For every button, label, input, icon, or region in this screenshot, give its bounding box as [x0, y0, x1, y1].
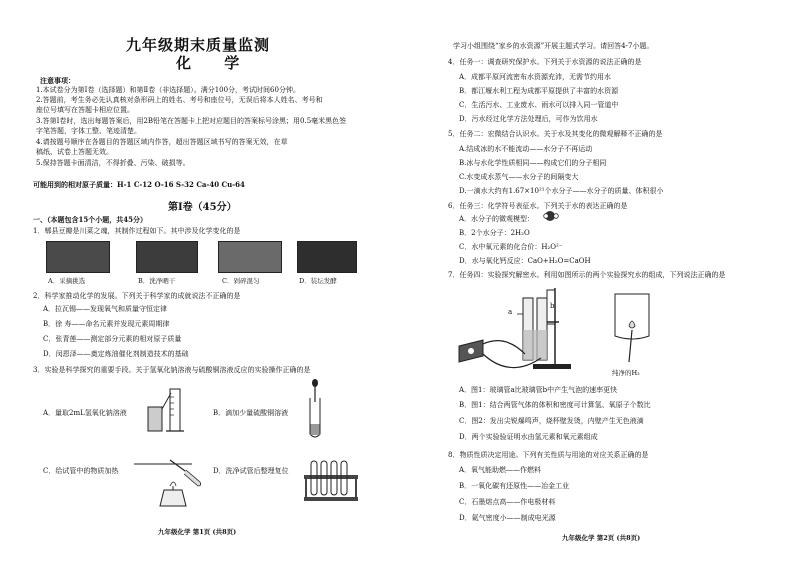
q1-option-a: A．采摘挑选 — [48, 277, 86, 285]
subject-title: 化 学 — [176, 54, 254, 72]
tube-a-label: a — [508, 308, 513, 316]
q7-option-c: C．图2：发出尖锐爆鸣声，烧杯壁发烫，内壁产生无色液滴 — [459, 417, 644, 425]
notes-heading: 注意事项： — [40, 76, 75, 85]
page-footer: 九年级化学 第2页 (共8页) — [562, 534, 641, 542]
note-line: 4.请按题号顺序在各题目的答题区域内作答，超出答题区域书写的答案无效，在草 — [36, 138, 288, 146]
atomic-mass-line: 可能用到的相对原子质量：H-1 C-12 O-16 S-32 Ca-40 Cu-64 — [33, 180, 245, 189]
q2-option-a: A．拉瓦锡——发现氧气和质量守恒定律 — [43, 305, 168, 313]
q7-option-b: B．图1：结合两管气体的体积和密度可计算氢、氧原子个数比 — [459, 401, 651, 409]
q6-option-a: A．水分子的微观模型： — [459, 215, 535, 223]
hydrogen-combustion-figure — [607, 288, 657, 366]
q2-option-c: C．张青莲——测定部分元素的相对原子质量 — [43, 335, 182, 343]
note-line: 稿纸、试卷上答题无效。 — [36, 148, 113, 156]
q5-option-d: D.一滴水大约有1.67×10²¹个水分子——水分子的质量、体积很小 — [459, 187, 664, 195]
q6-stem: 6．任务三：化学符号表征水。下列关于水的表达正确的是 — [448, 202, 628, 210]
q7-stem: 7．任务四：实验探究解密水。利用如图所示的两个实验探究水的组成，下列说法正确的是 — [448, 271, 726, 279]
q7-option-a: A．图1：玻璃管a比玻璃管b中产生气泡的速率更快 — [459, 386, 618, 394]
photo-picking — [46, 241, 110, 273]
q8-option-b: B．一氧化碳有还原性——冶金工业 — [459, 482, 570, 490]
photo-drying — [136, 241, 198, 273]
q3-option-b: B．滴加少量硫酸铜溶液 — [213, 409, 289, 417]
q6-option-b: B．2个水分子：2H₂O — [459, 229, 530, 237]
q5-option-c: C.水变成水蒸气——水分子的间隔变大 — [459, 173, 579, 181]
tube-b-label: b — [550, 302, 555, 310]
note-line: 5.保持答题卡面清洁，不得折叠、污染、破损等。 — [36, 159, 190, 167]
pure-h2-label: 纯净的H₂ — [612, 369, 640, 377]
dropper-testtube-figure — [300, 378, 330, 442]
note-line: 座位号填写在答题卡相应位置。 — [36, 106, 134, 114]
q5-stem: 5．任务二：宏微结合认识水。关于水及其变化的微观解释不正确的是 — [448, 130, 663, 138]
note-line: 2.答题前，考生务必先认真核对条形码上的姓名、考号和座位号，无误后将本人姓名、考号和 — [36, 96, 323, 104]
exam-title: 九年级期末质量监测 — [126, 36, 271, 54]
graduated-cylinder-figure — [140, 385, 205, 435]
electrolysis-apparatus-figure — [455, 284, 585, 374]
q6-option-d: D．水与氧化钙反应：CaO+H₂O=CaOH — [459, 257, 591, 265]
q4-stem: 4．任务一：调查研究保护水。下列关于水资源的说法正确的是 — [448, 58, 642, 66]
photo-fermenting — [297, 241, 357, 273]
q1-stem: 1．郫县豆瓣是川菜之魂，其制作过程如下。其中涉及化学变化的是 — [33, 227, 241, 235]
right-intro: 学习小组围绕“家乡的水资源”开展主题式学习。请回答4-7小题。 — [453, 42, 654, 50]
q1-option-c: C．剁碎混匀 — [222, 277, 260, 285]
q2-option-b: B．徐 寿——命名元素并发现元素周期律 — [43, 320, 170, 328]
q4-option-d: D．污水经过化学方法处理后，可作为饮用水 — [459, 115, 598, 123]
q3-option-d: D．洗净试管后整理复位 — [213, 467, 289, 475]
right-page — [397, 0, 794, 561]
note-line: 字笔答题，字体工整、笔迹清楚。 — [36, 127, 141, 135]
photo-chopping — [218, 241, 282, 273]
q3-stem: 3．实验是科学探究的重要手段。关于氢氧化钠溶液与硫酸铜溶液反应的实验操作正确的是 — [33, 366, 311, 374]
q8-option-c: C．石墨熔点高——作电极材料 — [459, 498, 556, 506]
q1-option-d: D．装坛发酵 — [299, 277, 337, 285]
q4-option-c: C．生活污水、工业废水、雨水可以排入同一管道中 — [459, 101, 619, 109]
page-footer: 九年级化学 第1页 (共8页) — [158, 528, 237, 536]
q7-option-d: D．两个实验验证明水由氢元素和氧元素组成 — [459, 433, 598, 441]
note-line: 3.答第Ⅰ卷时，选出每题答案后，用2B铅笔在答题卡上把对应题目的答案标号涂黑；用0.5毫米黑色签 — [36, 117, 347, 125]
water-molecule-model-icon — [543, 209, 563, 223]
part-intro: 一、（本题包含15个小题，共45分） — [33, 215, 147, 224]
q3-option-c: C．给试管中的物质加热 — [43, 467, 119, 475]
section-title: 第Ⅰ卷（45分） — [168, 202, 237, 213]
q4-option-b: B．都江堰水利工程为成都平原提供了丰富的水资源 — [459, 87, 619, 95]
q2-stem: 2．科学家推动化学的发展。下列关于科学家的成就说法不正确的是 — [33, 292, 241, 300]
q4-option-a: A．成都平原河流密布水资源充沛，无需节约用水 — [459, 73, 612, 81]
q8-option-d: D．氦气密度小——制成电光源 — [459, 514, 556, 522]
note-line: 1.本试卷分为第Ⅰ卷（选择题）和第Ⅱ卷（非选择题）。满分100分，考试时间60分钟。 — [36, 86, 300, 94]
q3-option-a: A．量取2mL氢氧化钠溶液 — [43, 409, 127, 417]
q5-option-b: B.冰与水化学性质相同——构成它们的分子相同 — [459, 159, 607, 167]
q8-stem: 8．物质性质决定用途。下列有关性质与用途的对应关系正确的是 — [448, 451, 649, 459]
q6-option-c: C．水中氧元素的化合价：H₂O²⁻ — [459, 243, 563, 251]
q1-option-b: B．洗净晒干 — [138, 277, 176, 285]
q2-option-d: D．闵恩泽——奠定炼油催化剂制造技术的基础 — [43, 350, 189, 358]
q5-option-a: A.结成冰的水不能流动——水分子不再运动 — [459, 145, 593, 153]
testtube-rack-figure — [300, 455, 362, 505]
q8-option-a: A．氧气能助燃——作燃料 — [459, 466, 542, 474]
heating-figure — [130, 452, 210, 510]
